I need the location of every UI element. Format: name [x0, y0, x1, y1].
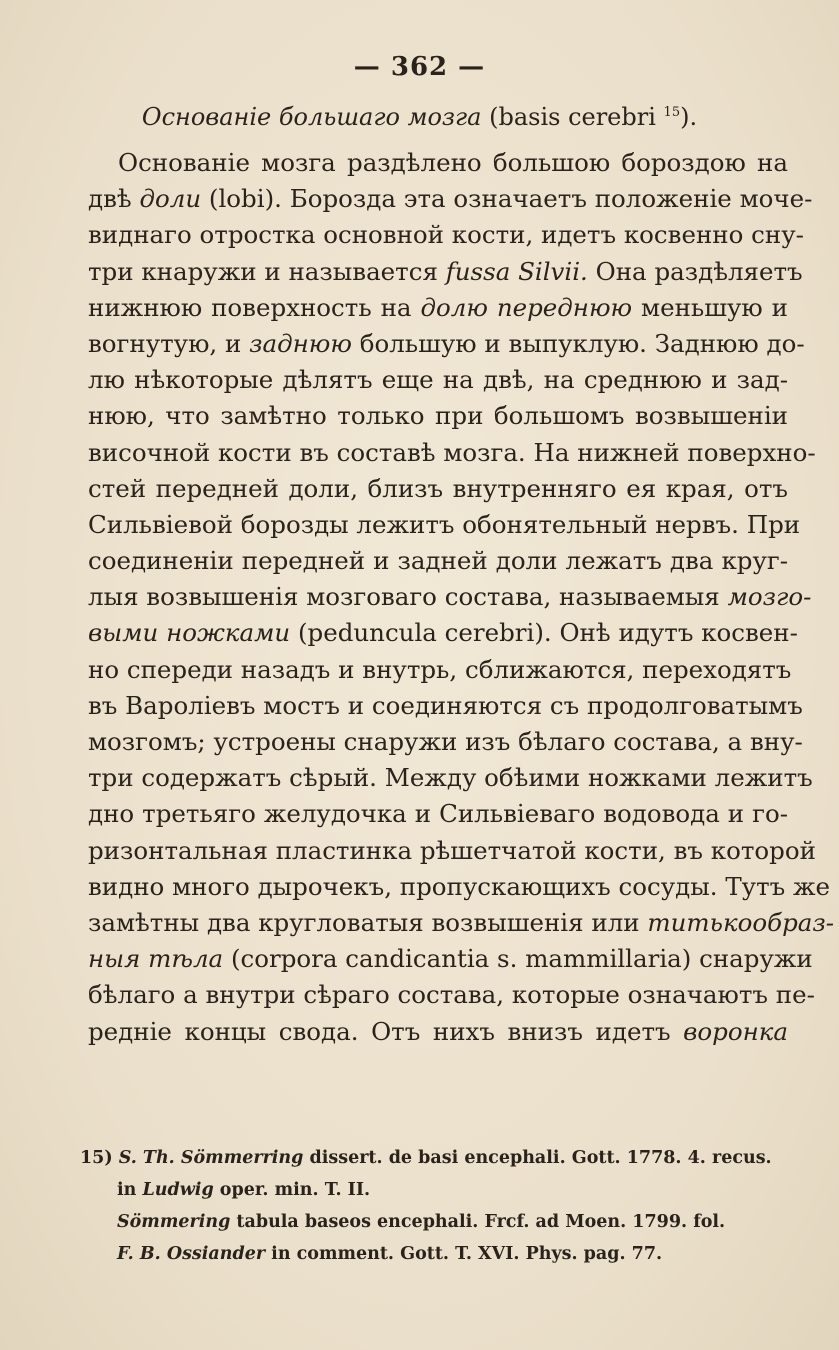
text-line: [88, 724, 803, 760]
text-run: въ Варолiевъ мостъ и соединяются съ продолговатымъ: [88, 690, 803, 720]
text-run: но спереди назадъ и внутрь, сближаются, переходятъ: [88, 654, 792, 684]
text-run: видно много дырочекъ, пропускающихъ сосуды. Тутъ же: [88, 871, 831, 901]
text-line: [88, 181, 813, 217]
text-run: двѣ: [88, 184, 140, 214]
text-line: [88, 905, 835, 941]
italic-term: Sömmering: [117, 1212, 231, 1232]
text-line: [88, 688, 803, 724]
text-run: лыя возвышенiя мозговаго состава, называемыя: [88, 582, 728, 612]
text-run: дно третьяго желудочка и Сильвiеваго водовода и го-: [88, 799, 788, 829]
italic-term: F. B. Ossiander: [117, 1244, 266, 1264]
text-line: [88, 326, 805, 362]
footnotes: [80, 1142, 800, 1270]
text-run: ризонтальная пластинка рѣшетчатой кости, въ которой: [88, 835, 816, 865]
italic-term: заднюю: [249, 328, 352, 358]
footnote-line: [80, 1206, 800, 1238]
text-line: [88, 977, 815, 1013]
text-line: [88, 362, 788, 398]
text-run: меньшую и: [632, 292, 789, 322]
italic-term: долю переднюю: [420, 292, 633, 322]
text-run: бѣлаго а внутри сѣраго состава, которые означаютъ пе-: [88, 980, 815, 1010]
text-line: [88, 290, 788, 326]
italic-term: S. Th. Sömmerring: [118, 1148, 304, 1168]
text-line: [88, 1014, 788, 1050]
text-line: [88, 398, 788, 434]
italic-term: выми ножками: [88, 618, 291, 648]
text-run: височной кости въ составѣ мозга. На нижней поверхно-: [88, 437, 816, 467]
text-run: Сильвiевой борозды лежитъ обонятельный нервъ. При: [88, 509, 801, 539]
text-run: (corpora candicantia s. mammillaria) снаружи: [223, 944, 813, 974]
text-run: (lobi). Борозда эта означаетъ положенiе моче-: [201, 184, 813, 214]
text-run: соединенiи передней и задней доли лежатъ два круг-: [88, 546, 788, 576]
italic-term: ныя тѣла: [88, 944, 224, 974]
text-run: Основанiе мозга раздѣлено большою бороздою на: [118, 148, 788, 177]
text-run: стей передней доли, близъ внутренняго ея края, отъ: [88, 473, 788, 503]
text-run: замѣтны два кругловатыя возвышенiя или: [88, 907, 648, 937]
footnote-line: [80, 1142, 800, 1174]
text-line: [88, 507, 801, 543]
text-run: in comment. Gott. T. XVI. Phys. pag. 77.: [265, 1244, 663, 1264]
italic-term: доли: [139, 184, 202, 214]
footnote-line: [80, 1238, 800, 1270]
text-run: виднаго отростка основной кости, идетъ косвенно сну-: [88, 220, 804, 250]
text-line: [88, 652, 792, 688]
text-run: реднiе концы свода. Отъ нихъ внизъ идетъ: [88, 1016, 684, 1046]
text-run: нюю, что замѣтно только при большомъ возвышенiи: [88, 401, 788, 431]
text-line: [88, 145, 788, 181]
text-line: [88, 760, 813, 796]
text-line: [88, 217, 804, 253]
text-run: (peduncula cerebri). Онѣ идутъ косвен-: [290, 618, 798, 648]
text-run: мозгомъ; устроены снаружи изъ бѣлаго состава, а вну-: [88, 727, 803, 756]
text-run: три содержатъ сѣрый. Между обѣими ножками лежитъ: [88, 763, 813, 793]
text-line: [88, 435, 816, 471]
page-number: — 362 —: [353, 52, 486, 82]
text-line: [88, 543, 788, 579]
heading-italic-title: Основанiе большаго мозга: [141, 103, 482, 131]
text-run: большую и выпуклую. Заднюю до-: [351, 328, 805, 358]
text-line: [88, 869, 831, 905]
text-line: [88, 833, 816, 869]
text-line: [88, 796, 788, 832]
text-line: [88, 579, 812, 615]
text-run: вогнутую, и: [88, 328, 250, 358]
text-run: лю нѣкоторые дѣлятъ еще на двѣ, на среднюю и зад-: [88, 365, 788, 395]
text-line: [88, 471, 788, 507]
text-run: tabula baseos encephali. Frcf. ad Moen. 1799. fol.: [230, 1212, 726, 1232]
italic-term: воронка: [683, 1016, 788, 1046]
text-run: oper. min. T. II.: [213, 1180, 371, 1200]
footnote-line: [80, 1174, 800, 1206]
section-heading: [0, 103, 839, 131]
italic-term: fussa Silvii.: [445, 256, 588, 286]
heading-latin: (basis cerebri: [489, 103, 656, 131]
text-line: [88, 254, 803, 290]
text-run: in: [117, 1180, 143, 1200]
italic-term: мозго-: [727, 582, 812, 612]
body-text: [88, 145, 835, 1050]
text-run: нижнюю поверхность на: [88, 292, 421, 322]
text-run: 15): [80, 1148, 119, 1168]
text-run: три кнаружи и называется: [88, 256, 446, 286]
text-line: [88, 615, 798, 651]
text-run: Она раздѣляетъ: [587, 256, 803, 286]
italic-term: Ludwig: [142, 1180, 214, 1200]
italic-term: титькообраз-: [647, 907, 835, 937]
text-line: [88, 941, 813, 977]
text-run: dissert. de basi encephali. Gott. 1778. 4. recus.: [303, 1148, 772, 1168]
heading-close: ).: [680, 103, 698, 131]
footnote-reference: 15: [663, 105, 681, 120]
